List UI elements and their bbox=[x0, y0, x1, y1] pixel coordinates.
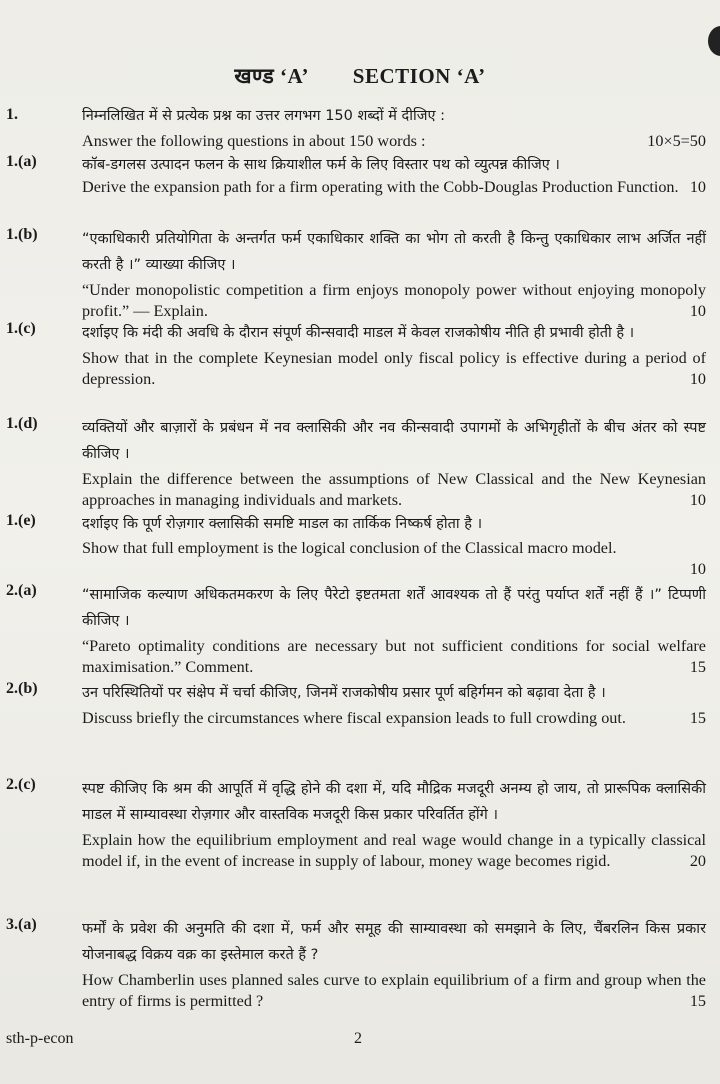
question-number: 2.(b) bbox=[6, 680, 38, 697]
page-corner-blot bbox=[708, 26, 720, 56]
question-text-hindi: दर्शाइए कि पूर्ण रोज़गार क्लासिकी समष्टि माडल का तार्किक निष्कर्ष होता है । bbox=[82, 516, 483, 532]
section-heading-english: SECTION ‘A’ bbox=[352, 64, 486, 88]
question-text-english: Discuss briefly the circumstances where fiscal expansion leads to full crowding out. bbox=[82, 709, 626, 727]
paper-code: sth-p-econ bbox=[6, 1030, 74, 1047]
question-number: 3.(a) bbox=[6, 916, 37, 933]
question-marks: 15 bbox=[689, 658, 706, 676]
question-text-english: How Chamberlin uses planned sales curve to explain equilibrium of a firm and group when the entry of firms is permitted ? bbox=[82, 971, 706, 1010]
question-number: 1.(a) bbox=[6, 153, 37, 170]
question-marks: 10×5=50 bbox=[647, 132, 706, 150]
question-text-hindi: स्पष्ट कीजिए कि श्रम की आपूर्ति में वृद्धि होने की दशा में, यदि मौद्रिक मजदूरी अनम्य हो जाय, तो प्रारूपिक क्लासिकी माडल में साम्यावस्था रोज़गार और वास्तविक मजदूरी किस प्रकार परिवर्तित होंगे । bbox=[82, 781, 706, 823]
question-number: 2.(a) bbox=[6, 582, 37, 599]
question-number: 1.(c) bbox=[6, 320, 36, 337]
question-text-english: Show that full employment is the logical conclusion of the Classical macro model. bbox=[82, 539, 617, 557]
question-marks: 10 bbox=[689, 370, 706, 388]
question-marks: 10 bbox=[689, 178, 706, 196]
question-text-hindi: कॉब-डगलस उत्पादन फलन के साथ क्रियाशील फर्म के लिए विस्तार पथ को व्युत्पन्न कीजिए । bbox=[82, 157, 560, 173]
question-text-english: Derive the expansion path for a firm operating with the Cobb-Douglas Production Function. bbox=[82, 178, 679, 196]
page-number: 2 bbox=[354, 1030, 362, 1047]
question-text-english: “Pareto optimality conditions are necessary but not sufficient conditions for social welfare maximisation.” Comment. bbox=[82, 637, 706, 676]
question-text-hindi: फर्मों के प्रवेश की अनुमति की दशा में, फर्म और समूह की साम्यावस्था को समझाने के लिए, चैंबरलिन किस प्रकार योजनाबद्ध विक्रय वक्र का इस्तेमाल करते हैं ? bbox=[82, 921, 706, 963]
question-text-hindi: व्यक्तियों और बाज़ारों के प्रबंधन में नव क्लासिकी और नव कीन्सवादी उपागमों के अभिगृहीतों के बीच अंतर को स्पष्ट कीजिए । bbox=[82, 420, 706, 462]
question-marks: 10 bbox=[689, 302, 706, 320]
question-number: 1.(d) bbox=[6, 415, 38, 432]
question-number: 1. bbox=[6, 106, 18, 123]
question-number: 1.(e) bbox=[6, 512, 36, 529]
question-marks: 10 bbox=[689, 560, 706, 578]
question-marks: 20 bbox=[689, 852, 706, 870]
question-text-hindi: दर्शाइए कि मंदी की अवधि के दौरान संपूर्ण कीन्सवादी माडल में केवल राजकोषीय नीति ही प्रभावी होती है । bbox=[82, 325, 635, 341]
question-text-hindi: उन परिस्थितियों पर संक्षेप में चर्चा कीजिए, जिनमें राजकोषीय प्रसार पूर्ण बहिर्गमन को बढ़ावा देता है । bbox=[82, 685, 606, 701]
question-marks: 15 bbox=[689, 709, 706, 727]
question-text-english: Answer the following questions in about 150 words : bbox=[82, 132, 426, 150]
question-marks: 10 bbox=[689, 491, 706, 509]
question-marks: 15 bbox=[689, 992, 706, 1010]
question-number: 2.(c) bbox=[6, 776, 36, 793]
question-text-english: Explain how the equilibrium employment and real wage would change in a typically classical model if, in the event of increase in supply of labour, money wage becomes rigid. bbox=[82, 831, 706, 870]
section-heading-hindi: खण्ड ‘A’ bbox=[234, 64, 310, 88]
question-text-hindi: “सामाजिक कल्याण अधिकतमकरण के लिए पैरेटो इष्टतमता शर्तें आवश्यक तो हैं परंतु पर्याप्त शर्तें नहीं हैं ।” टिप्पणी कीजिए । bbox=[82, 587, 706, 629]
question-text-english: Show that in the complete Keynesian model only fiscal policy is effective during a period of depression. bbox=[82, 349, 706, 388]
question-text-english: Explain the difference between the assumptions of New Classical and the New Keynesian approaches in managing individuals and markets. bbox=[82, 470, 706, 509]
question-text-hindi: निम्नलिखित में से प्रत्येक प्रश्न का उत्तर लगभग 150 शब्दों में दीजिए : bbox=[82, 108, 445, 124]
section-heading bbox=[0, 62, 720, 90]
question-number: 1.(b) bbox=[6, 226, 38, 243]
question-text-hindi: “एकाधिकारी प्रतियोगिता के अन्तर्गत फर्म एकाधिकार शक्ति का भोग तो करती है किन्तु एकाधिकार लाभ अर्जित नहीं करती है ।” व्याख्या कीजिए । bbox=[82, 231, 706, 273]
question-text-english: “Under monopolistic competition a firm enjoys monopoly power without enjoying monopoly profit.” — Explain. bbox=[82, 281, 706, 320]
